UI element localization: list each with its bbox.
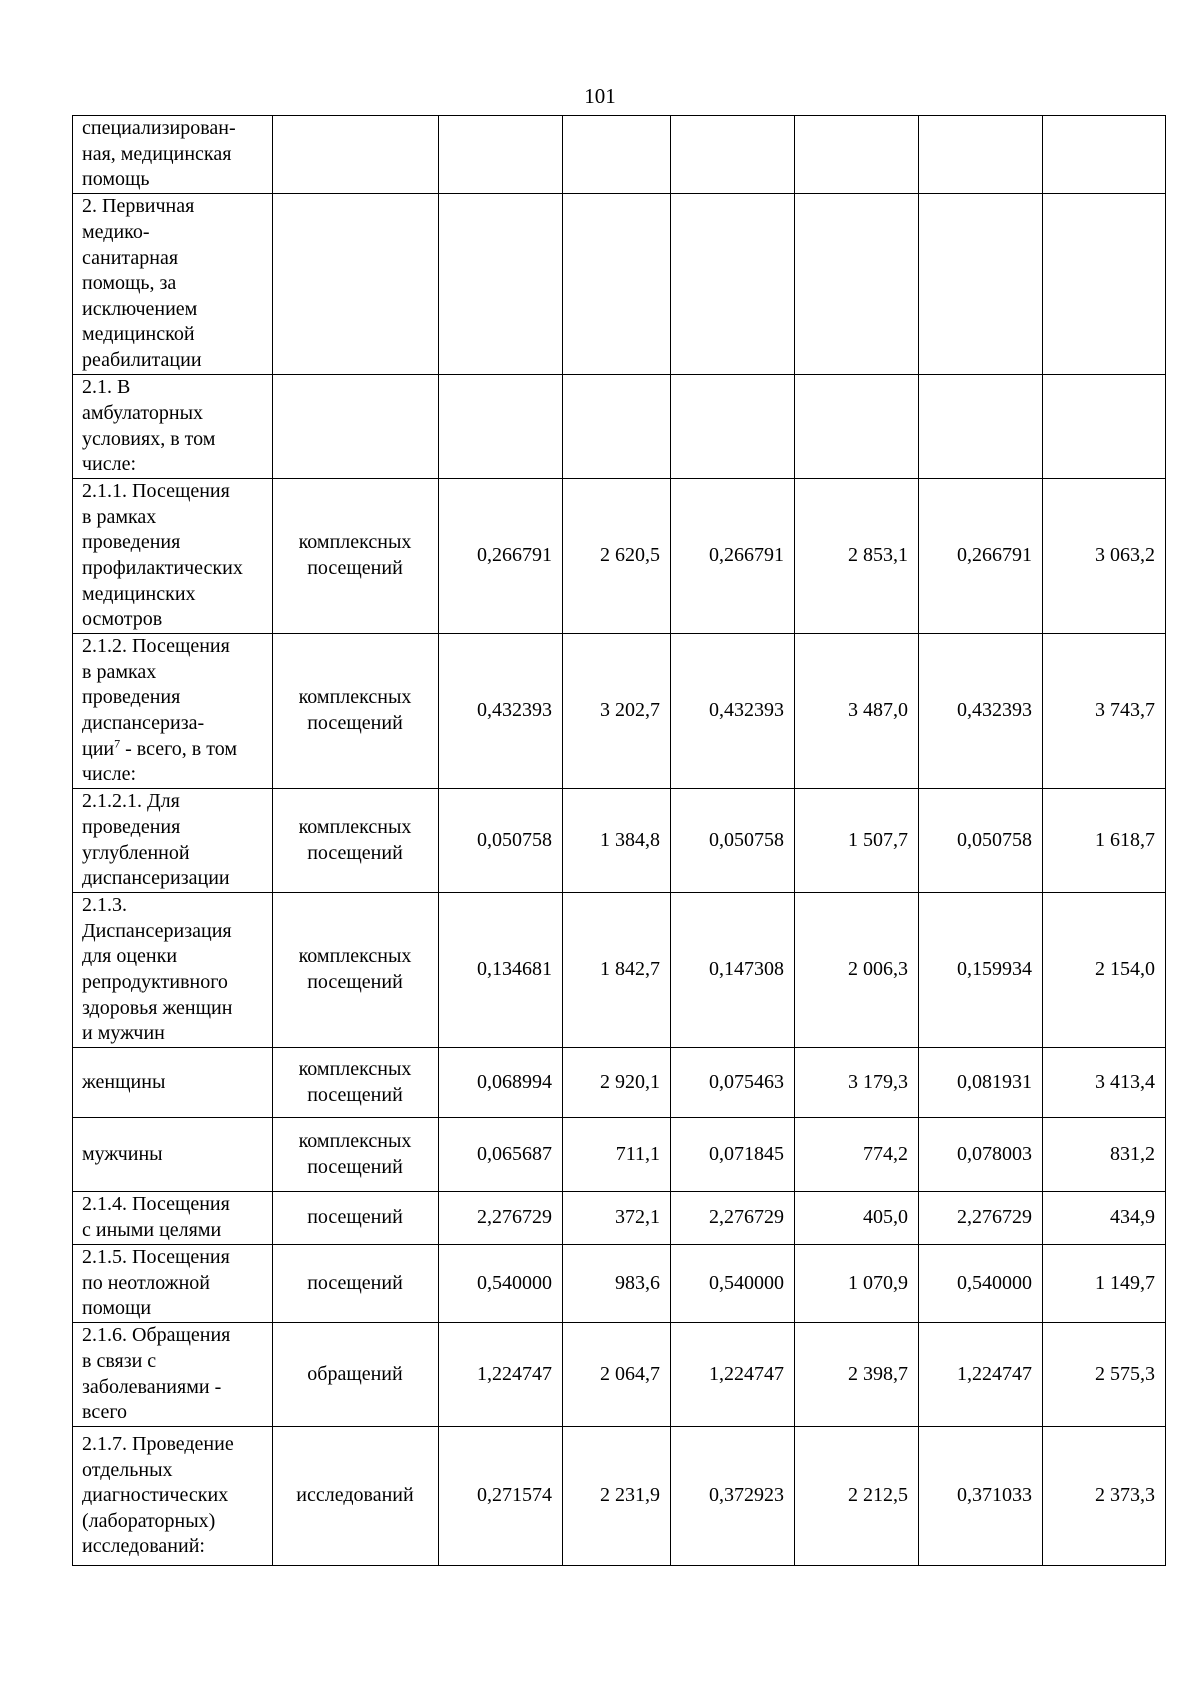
value-cell: 2 231,9 [563, 1427, 671, 1566]
unit-cell [273, 116, 439, 194]
value-cell: 1 070,9 [795, 1245, 919, 1323]
unit-cell [273, 479, 439, 634]
value-cell: 0,371033 [919, 1427, 1043, 1566]
row-name: 2.1. В амбулаторных условиях, в том числе: [82, 376, 216, 476]
financing-norms-table [72, 115, 1166, 1566]
row-name-cell [73, 1192, 273, 1245]
row-name: мужчины [82, 1142, 163, 1165]
page-number: 101 [584, 84, 616, 108]
value-cell: 0,050758 [671, 789, 795, 893]
value-cell: 2 064,7 [563, 1323, 671, 1427]
row-name: женщины [82, 1070, 166, 1093]
value-cell: 0,432393 [671, 634, 795, 789]
row-unit: исследований [296, 1484, 414, 1507]
value-cell [563, 375, 671, 479]
footnote-marker: 7 [114, 735, 121, 750]
table-row [73, 479, 1166, 634]
row-unit: комплексных посещений [298, 531, 412, 579]
value-cell: 1 149,7 [1043, 1245, 1166, 1323]
value-cell: 1 842,7 [563, 893, 671, 1048]
table-row [73, 194, 1166, 375]
value-cell [1043, 194, 1166, 375]
value-cell: 3 179,3 [795, 1048, 919, 1118]
value-cell: 3 202,7 [563, 634, 671, 789]
value-cell: 2,276729 [919, 1192, 1043, 1245]
row-name: 2.1.1. Посещения в рамках проведения профилактических медицинских осмотров [82, 480, 243, 631]
row-name-cell [73, 194, 273, 375]
value-cell: 0,540000 [671, 1245, 795, 1323]
value-cell: 0,147308 [671, 893, 795, 1048]
value-cell: 0,372923 [671, 1427, 795, 1566]
value-cell [795, 375, 919, 479]
value-cell: 2,276729 [671, 1192, 795, 1245]
value-cell: 831,2 [1043, 1118, 1166, 1192]
value-cell: 1,224747 [439, 1323, 563, 1427]
value-cell [671, 116, 795, 194]
row-name-cell [73, 479, 273, 634]
row-name-cell [73, 116, 273, 194]
value-cell: 0,081931 [919, 1048, 1043, 1118]
value-cell: 0,078003 [919, 1118, 1043, 1192]
value-cell [671, 375, 795, 479]
value-cell: 2 853,1 [795, 479, 919, 634]
unit-cell [273, 194, 439, 375]
value-cell [1043, 116, 1166, 194]
row-name-cell [73, 893, 273, 1048]
row-name: специализирован- ная, медицинская помощь [82, 117, 236, 191]
value-cell: 1 384,8 [563, 789, 671, 893]
unit-cell [273, 1192, 439, 1245]
value-cell: 405,0 [795, 1192, 919, 1245]
table-row [73, 1192, 1166, 1245]
value-cell: 0,050758 [439, 789, 563, 893]
value-cell: 0,271574 [439, 1427, 563, 1566]
row-name: 2.1.3. Диспансеризация для оценки репродуктивного здоровья женщин и мужчин [82, 894, 233, 1045]
value-cell [1043, 375, 1166, 479]
value-cell: 0,071845 [671, 1118, 795, 1192]
row-unit: посещений [307, 1271, 403, 1294]
value-cell: 711,1 [563, 1118, 671, 1192]
value-cell: 1,224747 [919, 1323, 1043, 1427]
value-cell [919, 194, 1043, 375]
value-cell [795, 194, 919, 375]
value-cell [919, 375, 1043, 479]
row-unit: обращений [307, 1362, 403, 1385]
row-name [82, 635, 237, 785]
table-row [73, 1118, 1166, 1192]
unit-cell [273, 1118, 439, 1192]
value-cell: 2 620,5 [563, 479, 671, 634]
value-cell: 3 063,2 [1043, 479, 1166, 634]
unit-cell [273, 1245, 439, 1323]
value-cell: 3 743,7 [1043, 634, 1166, 789]
row-name: 2.1.2.1. Для проведения углубленной диспансеризации [82, 790, 230, 890]
table-row [73, 1427, 1166, 1566]
row-name-cell [73, 1323, 273, 1427]
value-cell: 0,432393 [439, 634, 563, 789]
table-row [73, 1245, 1166, 1323]
value-cell: 0,266791 [919, 479, 1043, 634]
value-cell [439, 116, 563, 194]
table-row [73, 893, 1166, 1048]
table-row [73, 375, 1166, 479]
table-row [73, 634, 1166, 789]
value-cell: 0,075463 [671, 1048, 795, 1118]
value-cell: 0,266791 [439, 479, 563, 634]
value-cell: 1,224747 [671, 1323, 795, 1427]
value-cell: 0,065687 [439, 1118, 563, 1192]
row-name-cell [73, 634, 273, 789]
row-name-cell [73, 789, 273, 893]
unit-cell [273, 893, 439, 1048]
value-cell: 1 507,7 [795, 789, 919, 893]
value-cell [439, 375, 563, 479]
unit-cell [273, 1323, 439, 1427]
row-unit: комплексных посещений [298, 815, 412, 864]
value-cell: 372,1 [563, 1192, 671, 1245]
table-row [73, 1323, 1166, 1427]
value-cell: 0,432393 [919, 634, 1043, 789]
value-cell [439, 194, 563, 375]
value-cell: 434,9 [1043, 1192, 1166, 1245]
value-cell: 2 920,1 [563, 1048, 671, 1118]
row-name: 2.1.6. Обращения в связи с заболеваниями - всего [82, 1324, 231, 1424]
row-name-cell [73, 1048, 273, 1118]
unit-cell [273, 1427, 439, 1566]
row-unit: комплексных посещений [298, 686, 412, 734]
value-cell: 0,134681 [439, 893, 563, 1048]
value-cell: 0,068994 [439, 1048, 563, 1118]
value-cell: 3 413,4 [1043, 1048, 1166, 1118]
row-unit: комплексных посещений [298, 945, 412, 993]
row-name-cell [73, 1427, 273, 1566]
unit-cell [273, 634, 439, 789]
value-cell [563, 116, 671, 194]
value-cell [671, 194, 795, 375]
value-cell: 0,540000 [439, 1245, 563, 1323]
value-cell [919, 116, 1043, 194]
row-name-cell [73, 1118, 273, 1192]
row-unit: посещений [307, 1206, 403, 1229]
value-cell [795, 116, 919, 194]
value-cell: 2 212,5 [795, 1427, 919, 1566]
row-name-part: - всего, в том числе: [82, 737, 237, 786]
value-cell: 0,266791 [671, 479, 795, 634]
value-cell: 983,6 [563, 1245, 671, 1323]
row-name: 2. Первичная медико- санитарная помощь, за исключением медицинской реабилитации [82, 195, 202, 371]
value-cell: 2 154,0 [1043, 893, 1166, 1048]
table-row [73, 1048, 1166, 1118]
unit-cell [273, 789, 439, 893]
row-name-cell [73, 1245, 273, 1323]
unit-cell [273, 375, 439, 479]
value-cell: 0,540000 [919, 1245, 1043, 1323]
value-cell: 0,050758 [919, 789, 1043, 893]
row-name-part: 2.1.2. Посещения в рамках проведения диспансериза- ции [82, 635, 230, 760]
row-name: 2.1.5. Посещения по неотложной помощи [82, 1246, 230, 1320]
value-cell: 774,2 [795, 1118, 919, 1192]
value-cell: 0,159934 [919, 893, 1043, 1048]
value-cell: 1 618,7 [1043, 789, 1166, 893]
row-unit: комплексных посещений [298, 1129, 412, 1178]
value-cell: 2 373,3 [1043, 1427, 1166, 1566]
table-row [73, 116, 1166, 194]
row-name: 2.1.4. Посещения с иными целями [82, 1193, 230, 1241]
unit-cell [273, 1048, 439, 1118]
value-cell: 2 575,3 [1043, 1323, 1166, 1427]
value-cell: 2 398,7 [795, 1323, 919, 1427]
value-cell [563, 194, 671, 375]
value-cell: 2 006,3 [795, 893, 919, 1048]
value-cell: 3 487,0 [795, 634, 919, 789]
table-row [73, 789, 1166, 893]
row-name-cell [73, 375, 273, 479]
row-name: 2.1.7. Проведение отдельных диагностических (лабораторных) исследований: [82, 1433, 234, 1558]
value-cell: 2,276729 [439, 1192, 563, 1245]
row-unit: комплексных посещений [298, 1057, 412, 1106]
